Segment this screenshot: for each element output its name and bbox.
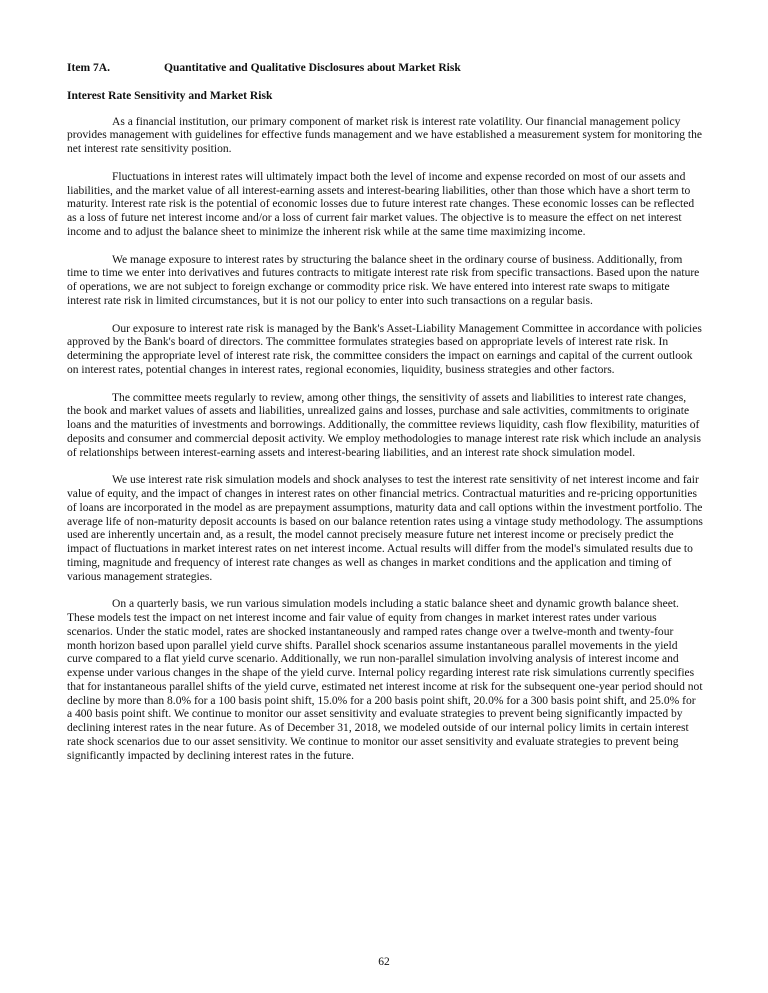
item-heading xyxy=(67,62,703,76)
paragraph: We manage exposure to interest rates by structuring the balance sheet in the ordinary course of business. Additionally, from time to time we enter into derivatives and futures contracts to mitigate interest rate risk from specific transactions. Based upon the nature of operations, we are not subject to foreign exchange or commodity price risk. We have entered into interest rate swaps to mitigate interest rate risk in limited circumstances, but it is not our policy to enter into such transactions on a regular basis. xyxy=(67,253,700,307)
item-title: Quantitative and Qualitative Disclosures about Market Risk xyxy=(164,62,461,74)
page-number: 62 xyxy=(378,956,390,968)
paragraph: Our exposure to interest rate risk is managed by the Bank's Asset-Liability Management Committee in accordance with policies approved by the Bank's board of directors. The committee formulates strategies based on appropriate levels of interest rate risk. In determining the appropriate level of interest rate risk, the committee considers the impact on earnings and capital of the current outlook on interest rates, potential changes in interest rates, regional economies, liquidity, business strategies and other factors. xyxy=(67,322,702,376)
paragraph: We use interest rate risk simulation models and shock analyses to test the interest rate sensitivity of net interest income and fair value of equity, and the impact of changes in interest rates on other financial metrics. Contractual maturities and re-pricing opportunities of loans are incorporated in the model as are prepayment assumptions, maturity data and call options within the investment portfolio. The average life of non-maturity deposit accounts is based on our balance retention rates using a vintage study methodology. The assumptions used are inherently uncertain and, as a result, the model cannot precisely measure future net interest income or precisely predict the impact of fluctuations in market interest rates on net interest income. Actual results will differ from the model's simulated results due to timing, magnitude and frequency of interest rate changes as well as changes in market conditions and the application and timing of various management strategies. xyxy=(67,474,703,583)
paragraph: On a quarterly basis, we run various simulation models including a static balance sheet and dynamic growth balance sheet. These models test the impact on net interest income and fair value of equity from changes in market interest rates under various scenarios. Under the static model, rates are shocked instantaneously and ramped rates change over a twelve-month and twenty-four month horizon based upon parallel yield curve shifts. Parallel shock scenarios assume instantaneous parallel movements in the yield curve compared to a flat yield curve scenario. Additionally, we run non-parallel simulation involving analysis of interest income and expense under various changes in the shape of the yield curve. Internal policy regarding interest rate risk simulations currently specifies that for instantaneous parallel shifts of the yield curve, estimated net interest income at risk for the subsequent one-year period should not decline by more than 8.0% for a 100 basis point shift, 15.0% for a 200 basis point shift, 20.0% for a 300 basis point shift, and 25.0% for a 400 basis point shift. We continue to monitor our asset sensitivity and evaluate strategies to prevent being significantly impacted by declining interest rates in the near future. As of December 31, 2018, we modeled outside of our internal policy limits in certain interest rate shock scenarios due to our asset sensitivity. We continue to monitor our asset sensitivity and evaluate strategies to prevent being significantly impacted by declining interest rates in the future. xyxy=(67,598,703,762)
paragraph: As a financial institution, our primary component of market risk is interest rate volatility. Our financial management policy provides management with guidelines for effective funds management and we have established a measurement system for monitoring the net interest rate sensitivity position. xyxy=(67,115,702,155)
paragraph: The committee meets regularly to review, among other things, the sensitivity of assets and liabilities to interest rate changes, the book and market values of assets and liabilities, unrealized gains and losses, purchase and sale activities, commitments to originate loans and the maturities of investments and borrowings. Additionally, the committee reviews liquidity, cash flow flexibility, maturities of deposits and consumer and commercial deposit activity. We employ methodologies to manage interest rate risk which include an analysis of relationships between interest-earning assets and interest-bearing liabilities, and an interest rate shock simulation model. xyxy=(67,391,701,459)
paragraph: Fluctuations in interest rates will ultimately impact both the level of income and expense recorded on most of our assets and liabilities, and the market value of all interest-earning assets and interest-bearing liabilities, other than those which have a short term to maturity. Interest rate risk is the potential of economic losses due to future interest rate changes. These economic losses can be reflected as a loss of future net interest income and/or a loss of current fair market values. The objective is to measure the effect on net interest income and to adjust the balance sheet to minimize the inherent risk while at the same time maximizing income. xyxy=(67,170,695,238)
section-heading: Interest Rate Sensitivity and Market Risk xyxy=(67,89,273,102)
document-page xyxy=(67,62,703,777)
item-number: Item 7A. xyxy=(67,62,110,74)
